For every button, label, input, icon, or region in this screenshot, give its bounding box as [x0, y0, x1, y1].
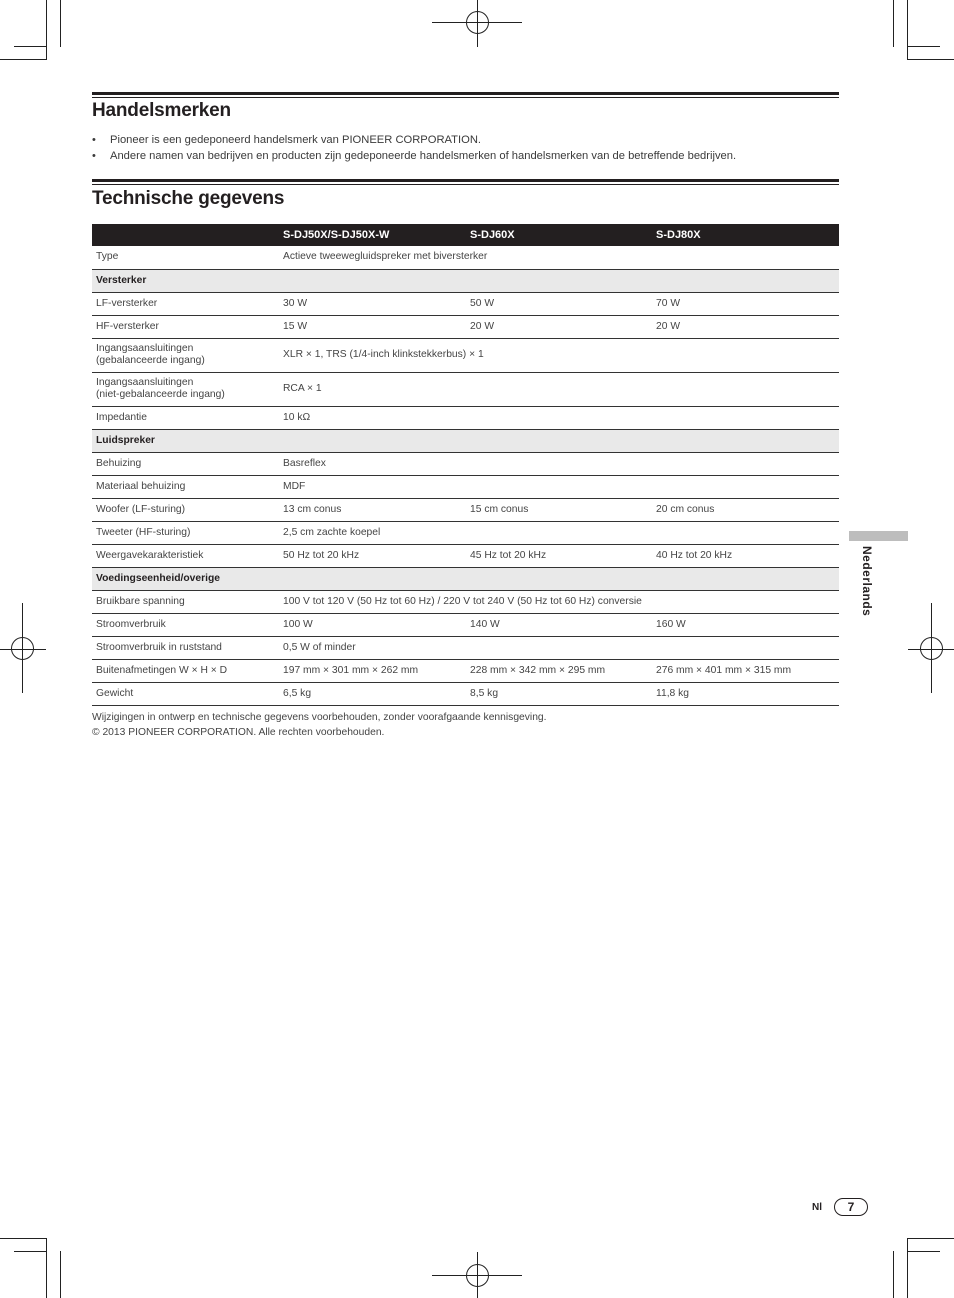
table-row: [92, 613, 839, 636]
table-row: [92, 590, 839, 613]
row-label-line: (niet-gebalanceerde ingang): [96, 389, 225, 400]
row-label: Stroomverbruik: [92, 613, 279, 636]
row-label: Stroomverbruik in ruststand: [92, 636, 279, 659]
cell-value: 70 W: [652, 292, 839, 315]
cell-value: 100 W: [279, 613, 466, 636]
specs-heading: Technische gegevens: [92, 188, 285, 209]
row-label: Behuizing: [92, 452, 279, 475]
trademarks-list: [92, 132, 852, 164]
table-row: [92, 659, 839, 682]
row-label: Woofer (LF-sturing): [92, 498, 279, 521]
list-item: • Andere namen van bedrijven en producten zijn gedeponeerde handelsmerken of handelsmerken van de betreffende bedrijven.: [92, 148, 852, 164]
row-label: HF-versterker: [92, 315, 279, 338]
page-footer: [812, 1198, 868, 1216]
row-label-line: (gebalanceerde ingang): [96, 355, 205, 366]
section-rule: [92, 179, 839, 182]
row-label: Bruikbare spanning: [92, 590, 279, 613]
table-row: [92, 292, 839, 315]
table-row: [92, 338, 839, 372]
row-value: 0,5 W of minder: [279, 636, 839, 659]
cell-value: 15 W: [279, 315, 466, 338]
table-header-row: [92, 224, 839, 246]
row-value: MDF: [279, 475, 839, 498]
column-header: S-DJ60X: [466, 224, 652, 246]
cell-value: 140 W: [466, 613, 652, 636]
language-tab: [849, 531, 908, 541]
row-value: Basreflex: [279, 452, 839, 475]
cell-value: 160 W: [652, 613, 839, 636]
table-row: [92, 406, 839, 429]
cell-value: 50 Hz tot 20 kHz: [279, 544, 466, 567]
cell-value: 11,8 kg: [652, 682, 839, 705]
table-row: [92, 682, 839, 705]
notes-line: © 2013 PIONEER CORPORATION. Alle rechten voorbehouden.: [92, 727, 385, 738]
column-header: S-DJ50X/S-DJ50X-W: [279, 224, 466, 246]
row-label: Buitenafmetingen W × H × D: [92, 659, 279, 682]
table-group-row: [92, 269, 839, 292]
row-label-line: Ingangsaansluitingen: [96, 343, 194, 354]
group-label: Versterker: [92, 269, 839, 292]
row-label: Type: [92, 246, 279, 269]
specs-notes: [92, 710, 547, 740]
column-header: S-DJ80X: [652, 224, 839, 246]
row-label: Weergavekarakteristiek: [92, 544, 279, 567]
row-value: 10 kΩ: [279, 406, 839, 429]
row-value: RCA × 1: [279, 372, 839, 406]
table-row: [92, 475, 839, 498]
cell-value: 45 Hz tot 20 kHz: [466, 544, 652, 567]
row-value: 100 V tot 120 V (50 Hz tot 60 Hz) / 220 V tot 240 V (50 Hz tot 60 Hz) conversie: [279, 590, 839, 613]
language-tab-label: Nederlands: [860, 546, 874, 617]
cell-value: 50 W: [466, 292, 652, 315]
cell-value: 8,5 kg: [466, 682, 652, 705]
table-group-row: [92, 429, 839, 452]
list-item: • Pioneer is een gedeponeerd handelsmerk van PIONEER CORPORATION.: [92, 132, 852, 148]
section-rule: [92, 97, 839, 98]
table-row: [92, 521, 839, 544]
row-value: Actieve tweewegluidspreker met biversterker: [279, 246, 839, 269]
table-row: [92, 544, 839, 567]
footer-language: Nl: [812, 1201, 822, 1213]
table-row: [92, 315, 839, 338]
section-rule: [92, 92, 839, 95]
group-label: Luidspreker: [92, 429, 839, 452]
row-label-line: Ingangsaansluitingen: [96, 377, 194, 388]
table-row: [92, 246, 839, 269]
row-value: XLR × 1, TRS (1/4-inch klinkstekkerbus) × 1: [279, 338, 839, 372]
cell-value: 40 Hz tot 20 kHz: [652, 544, 839, 567]
cell-value: 13 cm conus: [279, 498, 466, 521]
row-label: [92, 338, 279, 372]
section-rule: [92, 184, 839, 185]
specs-table: [92, 224, 839, 706]
row-label: Materiaal behuizing: [92, 475, 279, 498]
trademarks-heading: Handelsmerken: [92, 100, 231, 121]
table-row: [92, 636, 839, 659]
row-label: LF-versterker: [92, 292, 279, 315]
row-label: [92, 372, 279, 406]
group-label: Voedingseenheid/overige: [92, 567, 839, 590]
cell-value: 20 W: [466, 315, 652, 338]
cell-value: 228 mm × 342 mm × 295 mm: [466, 659, 652, 682]
row-value: 2,5 cm zachte koepel: [279, 521, 839, 544]
table-row: [92, 372, 839, 406]
row-label: Tweeter (HF-sturing): [92, 521, 279, 544]
column-header: [92, 224, 279, 246]
cell-value: 20 cm conus: [652, 498, 839, 521]
cell-value: 30 W: [279, 292, 466, 315]
table-row: [92, 452, 839, 475]
cell-value: 15 cm conus: [466, 498, 652, 521]
table-group-row: [92, 567, 839, 590]
cell-value: 6,5 kg: [279, 682, 466, 705]
row-label: Gewicht: [92, 682, 279, 705]
notes-line: Wijzigingen in ontwerp en technische gegevens voorbehouden, zonder voorafgaande kennisgeving.: [92, 712, 547, 723]
page-number: 7: [834, 1198, 868, 1216]
table-row: [92, 498, 839, 521]
cell-value: 276 mm × 401 mm × 315 mm: [652, 659, 839, 682]
cell-value: 20 W: [652, 315, 839, 338]
cell-value: 197 mm × 301 mm × 262 mm: [279, 659, 466, 682]
row-label: Impedantie: [92, 406, 279, 429]
